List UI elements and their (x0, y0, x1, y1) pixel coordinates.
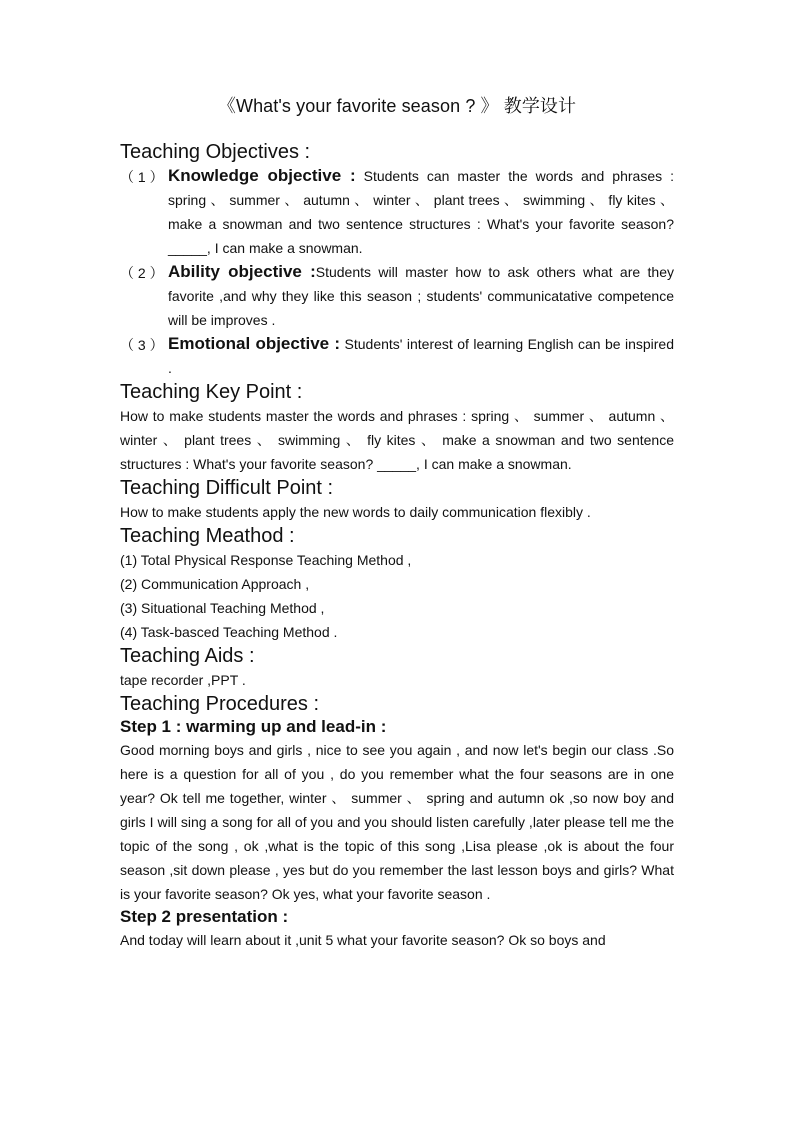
objective-heading: Emotional objective : (168, 334, 341, 353)
step1-heading: Step 1 : warming up and lead-in : (120, 717, 387, 736)
objective-heading: Ability objective : (168, 262, 316, 281)
objective-text: Students can master the words and phrases : spring 、 summer 、 autumn 、 winter 、 plant trees 、 swimming 、 fly kites 、 make a snowman and two sentence structures : What's your favorite season? _____, I can make a snowman. (168, 168, 674, 256)
objective-body (168, 260, 674, 332)
method-item: (4) Task-basced Teaching Method . (120, 624, 338, 640)
step1-text: Good morning boys and girls , nice to see you again , and now let's begin our class .So here is a question for all of you , do you remember what the four seasons are in one year? Ok tell me together, winter 、 summer 、 spring and autumn ok ,so now boy and girls I will sing a song for all of you and you should listen carefully ,later please tell me the topic of the song , ok ,what is the topic of this song ,Lisa please ,ok is about the four season ,sit down please , yes but do you remember the last lesson boys and girls? What is your favorite season? Ok yes, what your favorite season . (120, 742, 674, 902)
aids-text: tape recorder ,PPT . (120, 672, 246, 688)
method-heading: Teaching Meathod : (120, 525, 295, 547)
aids-heading: Teaching Aids : (120, 645, 255, 667)
key-point-heading: Teaching Key Point : (120, 381, 303, 403)
difficult-point-heading: Teaching Difficult Point : (120, 477, 334, 499)
method-item: (3) Situational Teaching Method , (120, 600, 325, 616)
objectives-heading: Teaching Objectives : (120, 141, 311, 163)
objective-heading: Knowledge objective : (168, 166, 356, 185)
document-page (120, 92, 674, 952)
objective-item (120, 332, 674, 380)
procedures-heading: Teaching Procedures : (120, 693, 320, 715)
objective-number: （ 3 ） (120, 337, 164, 353)
step2-text: And today will learn about it ,unit 5 what your favorite season? Ok so boys and (120, 932, 606, 948)
difficult-point-text: How to make students apply the new words to daily communication flexibly . (120, 504, 591, 520)
document-title: 《What's your favorite season ? 》 教学设计 (217, 96, 577, 116)
step2-heading: Step 2 presentation : (120, 907, 289, 926)
method-item: (1) Total Physical Response Teaching Method , (120, 552, 412, 568)
objective-body (168, 332, 674, 380)
key-point-text: How to make students master the words and phrases : spring 、 summer 、 autumn 、 winter 、 plant trees 、 swimming 、 fly kites 、 make a snowman and two sentence structures : What's your favorite season? _____, I can make a snowman. (120, 408, 674, 472)
objective-body (168, 164, 674, 260)
objective-item (120, 260, 674, 332)
objective-text: Students will master how to ask others what are they favorite ,and why they like this season ; students' communicatative competence will be improves . (168, 264, 674, 328)
objective-number: （ 1 ） (120, 169, 164, 185)
method-item: (2) Communication Approach , (120, 576, 310, 592)
objective-number: （ 2 ） (120, 265, 164, 281)
objective-item (120, 164, 674, 260)
objective-text: Students' interest of learning English can be inspired . (168, 336, 674, 376)
